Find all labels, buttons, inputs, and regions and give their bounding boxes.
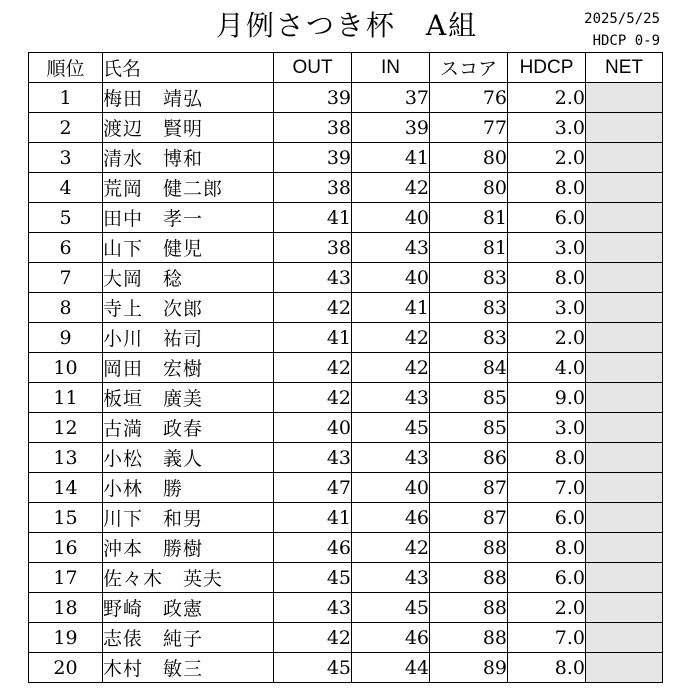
hdcp-cell: 8.0	[508, 173, 586, 203]
in-score-cell: 43	[352, 383, 430, 413]
out-score-cell: 46	[274, 533, 352, 563]
net-cell	[586, 443, 663, 473]
in-score-cell: 40	[352, 263, 430, 293]
player-name-cell: 志俵 純子	[103, 623, 274, 653]
total-score-cell: 86	[430, 443, 508, 473]
rank-cell: 11	[29, 383, 103, 413]
col-header-score: スコア	[430, 53, 508, 83]
total-score-cell: 88	[430, 593, 508, 623]
table-row	[29, 113, 663, 143]
header-meta	[584, 8, 660, 52]
player-name-cell: 梅田 靖弘	[103, 83, 274, 113]
table-row	[29, 233, 663, 263]
net-cell	[586, 533, 663, 563]
out-score-cell: 45	[274, 653, 352, 683]
col-header-hdcp: HDCP	[508, 53, 586, 83]
player-name-cell: 佐々木 英夫	[103, 563, 274, 593]
score-table	[28, 52, 663, 683]
table-body	[29, 83, 663, 683]
in-score-cell: 42	[352, 173, 430, 203]
net-cell	[586, 503, 663, 533]
net-cell	[586, 233, 663, 263]
out-score-cell: 43	[274, 593, 352, 623]
net-cell	[586, 623, 663, 653]
net-cell	[586, 653, 663, 683]
out-score-cell: 41	[274, 503, 352, 533]
in-score-cell: 37	[352, 83, 430, 113]
hdcp-cell: 6.0	[508, 203, 586, 233]
in-score-cell: 45	[352, 593, 430, 623]
total-score-cell: 84	[430, 353, 508, 383]
hdcp-cell: 3.0	[508, 413, 586, 443]
table-row	[29, 653, 663, 683]
hdcp-cell: 3.0	[508, 293, 586, 323]
player-name-cell: 大岡 稔	[103, 263, 274, 293]
total-score-cell: 88	[430, 563, 508, 593]
out-score-cell: 40	[274, 413, 352, 443]
hdcp-cell: 8.0	[508, 263, 586, 293]
total-score-cell: 83	[430, 323, 508, 353]
page-title: 月例さつき杯 A組	[215, 9, 479, 42]
out-score-cell: 38	[274, 173, 352, 203]
total-score-cell: 80	[430, 173, 508, 203]
net-cell	[586, 473, 663, 503]
player-name-cell: 岡田 宏樹	[103, 353, 274, 383]
rank-cell: 20	[29, 653, 103, 683]
net-cell	[586, 113, 663, 143]
col-header-name: 氏名	[103, 53, 274, 83]
in-score-cell: 42	[352, 323, 430, 353]
in-score-cell: 40	[352, 203, 430, 233]
table-row	[29, 533, 663, 563]
total-score-cell: 87	[430, 503, 508, 533]
table-row	[29, 563, 663, 593]
table-row	[29, 353, 663, 383]
date-label: 2025/5/25	[584, 11, 660, 27]
out-score-cell: 42	[274, 293, 352, 323]
player-name-cell: 川下 和男	[103, 503, 274, 533]
col-header-in: IN	[352, 53, 430, 83]
hdcp-cell: 8.0	[508, 653, 586, 683]
hdcp-cell: 9.0	[508, 383, 586, 413]
hdcp-cell: 2.0	[508, 323, 586, 353]
out-score-cell: 47	[274, 473, 352, 503]
total-score-cell: 76	[430, 83, 508, 113]
player-name-cell: 渡辺 賢明	[103, 113, 274, 143]
out-score-cell: 39	[274, 83, 352, 113]
hdcp-cell: 7.0	[508, 473, 586, 503]
rank-cell: 9	[29, 323, 103, 353]
table-row	[29, 143, 663, 173]
player-name-cell: 板垣 廣美	[103, 383, 274, 413]
net-cell	[586, 263, 663, 293]
player-name-cell: 田中 孝一	[103, 203, 274, 233]
in-score-cell: 41	[352, 293, 430, 323]
out-score-cell: 38	[274, 233, 352, 263]
hdcp-cell: 3.0	[508, 113, 586, 143]
hdcp-cell: 2.0	[508, 143, 586, 173]
total-score-cell: 80	[430, 143, 508, 173]
net-cell	[586, 83, 663, 113]
rank-cell: 5	[29, 203, 103, 233]
net-cell	[586, 593, 663, 623]
total-score-cell: 89	[430, 653, 508, 683]
rank-cell: 19	[29, 623, 103, 653]
player-name-cell: 木村 敏三	[103, 653, 274, 683]
hdcp-cell: 2.0	[508, 593, 586, 623]
rank-cell: 7	[29, 263, 103, 293]
table-row	[29, 623, 663, 653]
col-header-out: OUT	[274, 53, 352, 83]
total-score-cell: 85	[430, 383, 508, 413]
out-score-cell: 43	[274, 443, 352, 473]
hdcp-cell: 6.0	[508, 563, 586, 593]
in-score-cell: 42	[352, 353, 430, 383]
in-score-cell: 41	[352, 143, 430, 173]
total-score-cell: 88	[430, 623, 508, 653]
rank-cell: 8	[29, 293, 103, 323]
rank-cell: 14	[29, 473, 103, 503]
player-name-cell: 小松 義人	[103, 443, 274, 473]
total-score-cell: 81	[430, 203, 508, 233]
rank-cell: 15	[29, 503, 103, 533]
rank-cell: 6	[29, 233, 103, 263]
net-cell	[586, 173, 663, 203]
table-row	[29, 593, 663, 623]
out-score-cell: 41	[274, 203, 352, 233]
net-cell	[586, 353, 663, 383]
in-score-cell: 39	[352, 113, 430, 143]
table-row	[29, 323, 663, 353]
total-score-cell: 85	[430, 413, 508, 443]
table-row	[29, 443, 663, 473]
rank-cell: 2	[29, 113, 103, 143]
col-header-net: NET	[586, 53, 663, 83]
player-name-cell: 小林 勝	[103, 473, 274, 503]
total-score-cell: 81	[430, 233, 508, 263]
out-score-cell: 42	[274, 383, 352, 413]
table-row	[29, 83, 663, 113]
table-row	[29, 263, 663, 293]
net-cell	[586, 143, 663, 173]
table-row	[29, 203, 663, 233]
total-score-cell: 88	[430, 533, 508, 563]
table-row	[29, 473, 663, 503]
table-row	[29, 293, 663, 323]
table-row	[29, 503, 663, 533]
net-cell	[586, 293, 663, 323]
net-cell	[586, 203, 663, 233]
player-name-cell: 古満 政春	[103, 413, 274, 443]
out-score-cell: 42	[274, 353, 352, 383]
rank-cell: 10	[29, 353, 103, 383]
hdcp-cell: 6.0	[508, 503, 586, 533]
out-score-cell: 41	[274, 323, 352, 353]
in-score-cell: 46	[352, 503, 430, 533]
table-row	[29, 413, 663, 443]
in-score-cell: 46	[352, 623, 430, 653]
rank-cell: 4	[29, 173, 103, 203]
out-score-cell: 45	[274, 563, 352, 593]
hdcp-cell: 4.0	[508, 353, 586, 383]
col-header-rank: 順位	[29, 53, 103, 83]
total-score-cell: 83	[430, 263, 508, 293]
hdcp-cell: 2.0	[508, 83, 586, 113]
out-score-cell: 43	[274, 263, 352, 293]
rank-cell: 12	[29, 413, 103, 443]
net-cell	[586, 563, 663, 593]
table-row	[29, 173, 663, 203]
rank-cell: 17	[29, 563, 103, 593]
total-score-cell: 87	[430, 473, 508, 503]
header-row	[29, 53, 663, 83]
out-score-cell: 42	[274, 623, 352, 653]
hdcp-cell: 8.0	[508, 533, 586, 563]
net-cell	[586, 413, 663, 443]
hdcp-cell: 3.0	[508, 233, 586, 263]
net-cell	[586, 323, 663, 353]
rank-cell: 18	[29, 593, 103, 623]
player-name-cell: 寺上 次郎	[103, 293, 274, 323]
in-score-cell: 43	[352, 563, 430, 593]
rank-cell: 13	[29, 443, 103, 473]
in-score-cell: 40	[352, 473, 430, 503]
player-name-cell: 小川 祐司	[103, 323, 274, 353]
out-score-cell: 38	[274, 113, 352, 143]
player-name-cell: 荒岡 健二郎	[103, 173, 274, 203]
rank-cell: 1	[29, 83, 103, 113]
in-score-cell: 42	[352, 533, 430, 563]
player-name-cell: 清水 博和	[103, 143, 274, 173]
out-score-cell: 39	[274, 143, 352, 173]
rank-cell: 16	[29, 533, 103, 563]
net-cell	[586, 383, 663, 413]
total-score-cell: 83	[430, 293, 508, 323]
in-score-cell: 44	[352, 653, 430, 683]
in-score-cell: 45	[352, 413, 430, 443]
rank-cell: 3	[29, 143, 103, 173]
in-score-cell: 43	[352, 443, 430, 473]
total-score-cell: 77	[430, 113, 508, 143]
hdcp-cell: 7.0	[508, 623, 586, 653]
hdcp-cell: 8.0	[508, 443, 586, 473]
player-name-cell: 山下 健児	[103, 233, 274, 263]
player-name-cell: 野崎 政憲	[103, 593, 274, 623]
player-name-cell: 沖本 勝樹	[103, 533, 274, 563]
hdcp-range-label: HDCP 0-9	[592, 33, 660, 49]
in-score-cell: 43	[352, 233, 430, 263]
table-row	[29, 383, 663, 413]
